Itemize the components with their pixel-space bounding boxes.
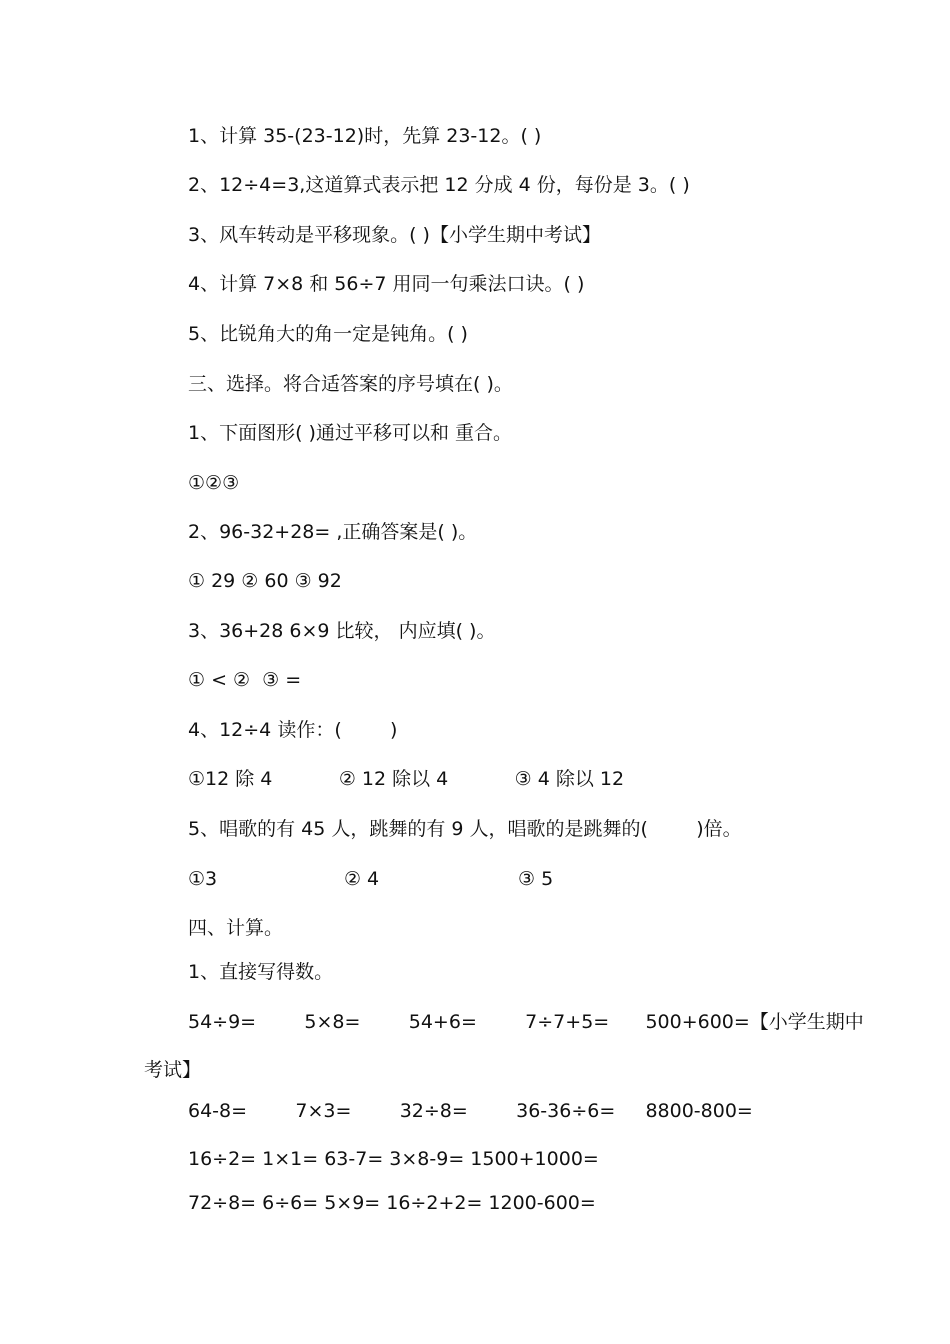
choice-options-1: ①②③ [188,472,240,494]
judge-item-4: 4、计算 7×8 和 56÷7 用同一句乘法口诀。( ) [188,273,585,295]
judge-item-5: 5、比锐角大的角一定是钝角。( ) [188,323,468,345]
choice-options-4: ①12 除 4 ② 12 除以 4 ③ 4 除以 12 [188,768,625,790]
calc-row-1-wrap: 考试】 [144,1059,202,1081]
choice-options-2: ① 29 ② 60 ③ 92 [188,570,342,592]
calc-row-4: 72÷8= 6÷6= 5×9= 16÷2+2= 1200-600= [188,1192,596,1214]
choice-question-5: 5、唱歌的有 45 人，跳舞的有 9 人，唱歌的是跳舞的( )倍。 [188,818,742,840]
calc-row-3: 16÷2= 1×1= 63-7= 3×8-9= 1500+1000= [188,1148,599,1170]
judge-item-3: 3、风车转动是平移现象。( )【小学生期中考试】 [188,224,601,246]
section-heading-calc: 四、计算。 [188,917,284,939]
judge-item-2: 2、12÷4=3,这道算式表示把 12 分成 4 份，每份是 3。( ) [188,174,690,196]
choice-question-4: 4、12÷4 读作：( ) [188,719,398,741]
choice-question-2: 2、96-32+28= ,正确答案是( )。 [188,521,478,543]
judge-item-1: 1、计算 35-(23-12)时，先算 23-12。( ) [188,125,542,147]
choice-question-1: 1、下面图形( )通过平移可以和 重合。 [188,422,512,444]
choice-options-5: ①3 ② 4 ③ 5 [188,868,554,890]
section-heading-choice: 三、选择。将合适答案的序号填在( )。 [188,373,513,395]
choice-question-3: 3、36+28 6×9 比较， 内应填( )。 [188,620,496,642]
choice-options-3: ① < ② ③ = [188,669,302,691]
calc-row-1: 54÷9= 5×8= 54+6= 7÷7+5= 500+600=【小学生期中 [188,1011,864,1033]
calc-subheading: 1、直接写得数。 [188,961,334,983]
calc-row-2: 64-8= 7×3= 32÷8= 36-36÷6= 8800-800= [188,1100,753,1122]
